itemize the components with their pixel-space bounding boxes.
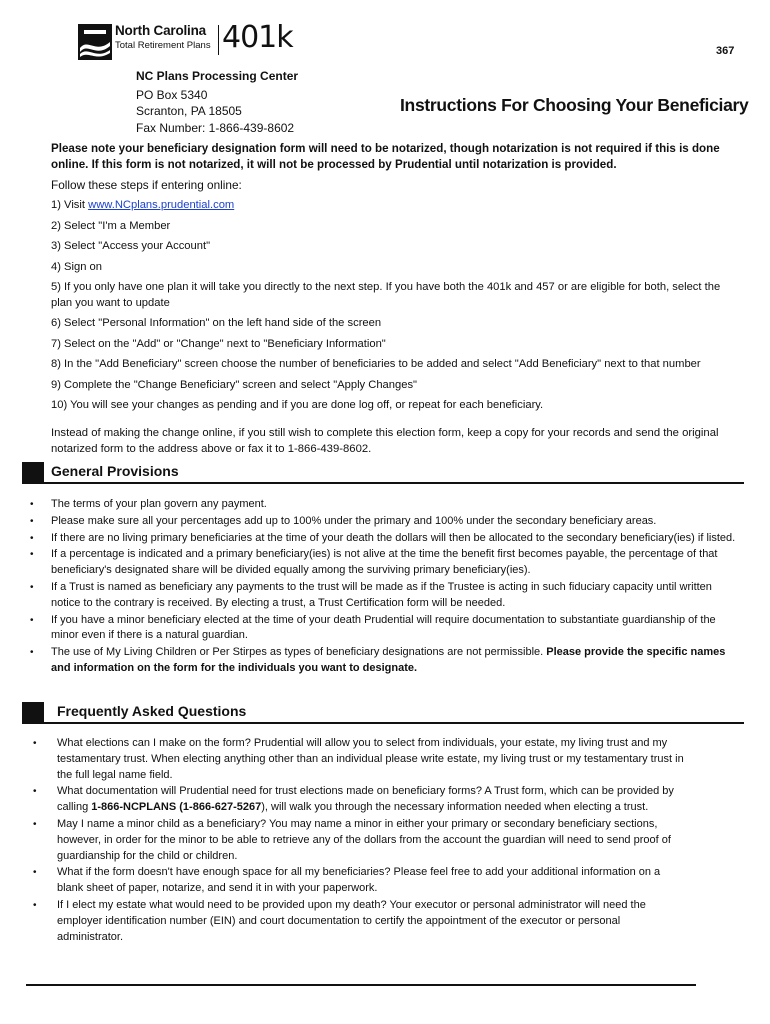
general-provisions-header <box>22 462 744 484</box>
step-1-text: 1) Visit <box>51 199 89 211</box>
list-item <box>30 645 741 677</box>
list-item <box>30 531 741 547</box>
faq-text: What elections can I make on the form? Prudential will allow you to select from individuals, your estate, my living trust and my testamentary trust. When electing anything other than an individual please write estate, my living trust or my testamentary trust in the full legal name field. <box>57 737 684 781</box>
bullet: • <box>33 867 37 879</box>
step-8: 8) In the "Add Beneficiary" screen choose the number of beneficiaries to be added and select "Add Beneficiary" next to that number <box>51 358 701 370</box>
bottom-divider <box>26 984 696 986</box>
online-steps-intro: Follow these steps if entering online: <box>51 178 242 192</box>
list-item <box>33 817 687 864</box>
general-provisions-heading: General Provisions <box>51 463 179 479</box>
list-item <box>30 580 741 612</box>
address-line-1: PO Box 5340 <box>136 88 208 102</box>
bullet: • <box>30 499 34 510</box>
provision-text: If a Trust is named as beneficiary any payments to the trust will be made as if the Trustee is acting in such fiduciary capacity until written notice to the contrary is received. By electing a trust, a Trust Certification form will be needed. <box>51 580 712 609</box>
provision-text: If you have a minor beneficiary elected at the time of your death Prudential will require documentation to substantiate guardianship of the minor even if there is a natural guardian. <box>51 613 716 642</box>
step-6: 6) Select "Personal Information" on the left hand side of the screen <box>51 317 382 329</box>
list-item <box>33 736 687 783</box>
prudential-website-link[interactable]: www.NCplans.prudential.com <box>88 199 235 211</box>
online-steps-list <box>51 198 741 419</box>
step-1 <box>51 198 741 214</box>
list-item <box>30 613 741 645</box>
list-item <box>33 784 687 816</box>
list-item <box>33 865 687 897</box>
faq-heading: Frequently Asked Questions <box>57 703 247 719</box>
provision-text: If there are no living primary beneficiaries at the time of your death the dollars will then be allocated to the secondary beneficiary(ies) if listed. <box>51 531 736 544</box>
list-item <box>30 547 741 579</box>
list-item <box>30 514 741 530</box>
faq-list <box>33 736 687 946</box>
faq-text: If I elect my estate what would need to be provided upon my death? Your executor or personal administrator will need the employer identification number (EIN) and court documentation to certify the appointment of the executor or personal administrator. <box>57 898 646 943</box>
logo-org-name: North Carolina <box>115 23 206 38</box>
faq-text: May I name a minor child as a beneficiary? You may name a minor in either your primary or secondary beneficiary sections, however, in order for the minor to be able to retrieve any of the dollars from the account the guardian will need to send proof of guardianship for the child or children. <box>57 817 671 862</box>
bullet: • <box>30 647 34 659</box>
bullet: • <box>30 515 34 527</box>
step-4: 4) Sign on <box>51 260 102 273</box>
bullet: • <box>33 899 37 911</box>
step-5: 5) If you only have one plan it will take you directly to the next step. If you have both the 401k and 457 or are eligible for both, select the plan you want to update <box>51 281 721 309</box>
bullet: • <box>30 549 34 561</box>
nc-flag-wave-icon <box>78 24 112 60</box>
form-number: 367 <box>716 45 735 57</box>
general-provisions-list <box>30 497 741 678</box>
notarization-notice: Please note your beneficiary designation form will need to be notarized, though notarization is not required if this is done online. If this form is not notarized, it will not be processed by Prudential until notarization is provided. <box>51 142 720 171</box>
step-2: 2) Select "I'm a Member <box>51 219 171 232</box>
section-marker <box>22 702 44 722</box>
faq-header <box>22 702 744 724</box>
provision-bold-text: Please provide the specific names and information on the form for the individuals you want to designate. <box>51 646 726 674</box>
bullet: • <box>33 738 37 749</box>
bullet: • <box>30 581 34 593</box>
bullet: • <box>33 786 37 798</box>
page-title: Instructions For Choosing Your Beneficiary <box>400 95 749 115</box>
bullet: • <box>30 614 34 626</box>
bullet: • <box>30 532 34 544</box>
nc-401k-logo <box>78 20 293 62</box>
section-marker <box>22 462 44 482</box>
paper-form-instructions: Instead of making the change online, if you still wish to complete this election form, keep a copy for your records and send the original notarized form to the address above or fax it to 1-866-439-8602. <box>51 427 719 455</box>
step-3: 3) Select "Access your Account" <box>51 240 211 252</box>
provision-text: The terms of your plan govern any payment. <box>51 498 267 510</box>
list-item <box>30 497 741 513</box>
bullet: • <box>33 818 37 830</box>
step-7: 7) Select on the "Add" or "Change" next to "Beneficiary Information" <box>51 337 386 350</box>
faq-text: What documentation will Prudential need for trust elections made on beneficiary forms? A Trust form, which can be provided by calling <box>57 785 674 814</box>
faq-text: ), will walk you through the necessary information needed when electing a trust. <box>261 801 649 814</box>
provision-text: Please make sure all your percentages add up to 100% under the primary and 100% under the secondary beneficiary areas. <box>51 514 657 527</box>
step-10: 10) You will see your changes as pending and if you are done log off, or repeat for each beneficiary. <box>51 399 544 411</box>
address-line-2: Scranton, PA 18505 <box>136 104 242 118</box>
faq-text: What if the form doesn't have enough space for all my beneficiaries? Please feel free to add your additional information on a blank sheet of paper, notarize, and send it in with your paperwork. <box>57 866 661 895</box>
logo-plan: 401k <box>222 20 293 55</box>
address-name: NC Plans Processing Center <box>136 69 299 83</box>
phone-number: 1-866-NCPLANS (1-866-627-5267 <box>91 801 262 814</box>
step-9: 9) Complete the "Change Beneficiary" screen and select "Apply Changes" <box>51 378 418 391</box>
list-item <box>33 898 687 945</box>
address-fax: Fax Number: 1-866-439-8602 <box>136 121 295 135</box>
provision-text: If a percentage is indicated and a primary beneficiary(ies) is not alive at the time the benefit first becomes payable, the percentage of that beneficiary's designated share will be divided equally among the surviving primary beneficiary(ies). <box>51 548 718 577</box>
logo-divider <box>218 25 219 55</box>
logo-subtitle: Total Retirement Plans <box>115 40 211 51</box>
provision-text: The use of My Living Children or Per Stirpes as types of beneficiary designations are not permissible. <box>51 646 544 659</box>
